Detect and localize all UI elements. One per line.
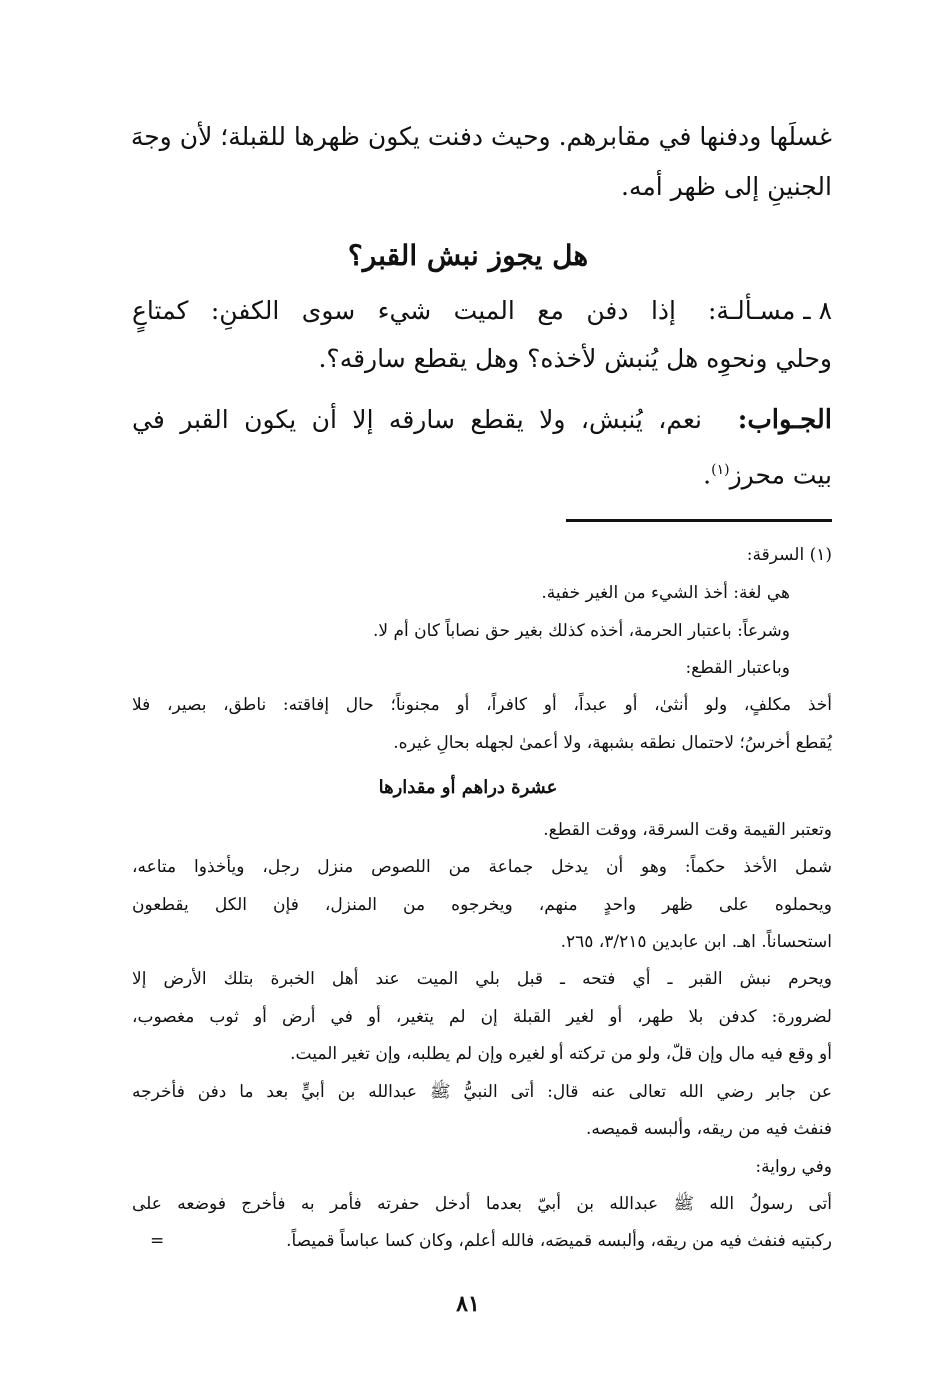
answer-line-2 [703,455,832,490]
footnote-line: استحساناً. اهـ. ابن عابدين ٣/٢١٥، ٢٦٥. [560,932,832,952]
footnote-line: عن جابر رضي الله تعالى عنه قال: أتى النبيُّ ﷺ عبدالله بن أبيٍّ بعد ما دفن فأخرجه [132,1082,832,1102]
footnote-title: (١) السرقة: [746,545,832,565]
page-number: ٨١ [456,1291,480,1317]
footnote-line: أخذ مكلفٍ، ولو أنثىٰ، أو عبداً، أو كافراً، أو مجنوناً؛ حال إفاقته: ناطق، بصير، فلا [132,695,832,715]
footnote-line: ركبتيه فنفث فيه من ريقه، وألبسه قميصَه، فالله أعلم، وكان كسا عباساً قميصاً. [286,1231,832,1251]
answer-line-1: نعم، يُنبش، ولا يقطع سارقه إلا أن يكون القبر في [132,405,702,434]
footnote-line: فنفث فيه من ريقه، وألبسه قميصه. [586,1119,832,1139]
footnote-line: هي لغة: أخذ الشيء من الغير خفية. [541,583,790,603]
footnote-line: وفي رواية: [755,1157,832,1177]
section-heading: هل يجوز نبش القبر؟ [347,239,589,272]
footnote-line: لضرورة: كدفن بلا طهر، أو لغير القبلة إن لم يتغير، أو في أرض أو ثوب مغصوب، [132,1007,832,1027]
footnote-line: يُقطع أخرسُ؛ لاحتمال نطقه بشبهة، ولا أعمىٰ لجهله بحالِ غيره. [393,733,832,753]
continuation-mark: = [150,1231,165,1251]
answer-line-2-end: . [703,460,712,490]
footnote-line: أتى رسولُ الله ﷺ عبدالله بن أبيّ بعدما أدخل حفرته فأمر به فأخرج فوضعه على [132,1194,832,1214]
footnote-line: وشرعاً: باعتبار الحرمة، أخذه كذلك بغير حق نصاباً كان أم لا. [373,621,790,641]
answer-label: الجـواب: [737,405,832,435]
question-line-2: وحلي ونحوِه هل يُنبش لأخذه؟ وهل يقطع سارقه؟. [318,344,832,373]
footnote-line: ويحملوه على ظهر واحدٍ منهم، ويخرجوه من المنزل، فإن الكل يقطعون [132,895,832,915]
footnote-line: أو وقع فيه مال وإن قلّ، ولو من تركته أو لغيره وإن لم يطلبه، وإن تغير الميت. [290,1044,832,1064]
intro-line-2: الجنينِ إلى ظهر أمه. [621,172,832,201]
footnote-center-heading: عشرة دراهم أو مقدارها [378,777,558,798]
answer-line-2-text: بيت محرز [729,460,832,490]
intro-line-1: غسلَها ودفنها في مقابرهم. وحيث دفنت يكون ظهرها للقبلة؛ لأن وجهَ [130,122,832,151]
footnote-line: ويحرم نبش القبر ـ أي فتحه ـ قبل بلي الميت عند أهل الخبرة بتلك الأرض إلا [132,969,832,989]
footnote-line: وباعتبار القطع: [685,658,790,678]
footnote-line: شمل الأخذ حكماً: وهو أن يدخل جماعة من اللصوص منزل رجل، ويأخذوا متاعه، [132,857,832,877]
question-label: ٨ ـ مسـألـة: [707,296,832,325]
question-line-1: إذا دفن مع الميت شيء سوى الكفنِ: كمتاعٍ [132,296,676,325]
footnote-reference[interactable]: (١) [711,462,730,478]
footnote-separator [566,519,832,522]
footnote-line: وتعتبر القيمة وقت السرقة، ووقت القطع. [543,820,832,840]
